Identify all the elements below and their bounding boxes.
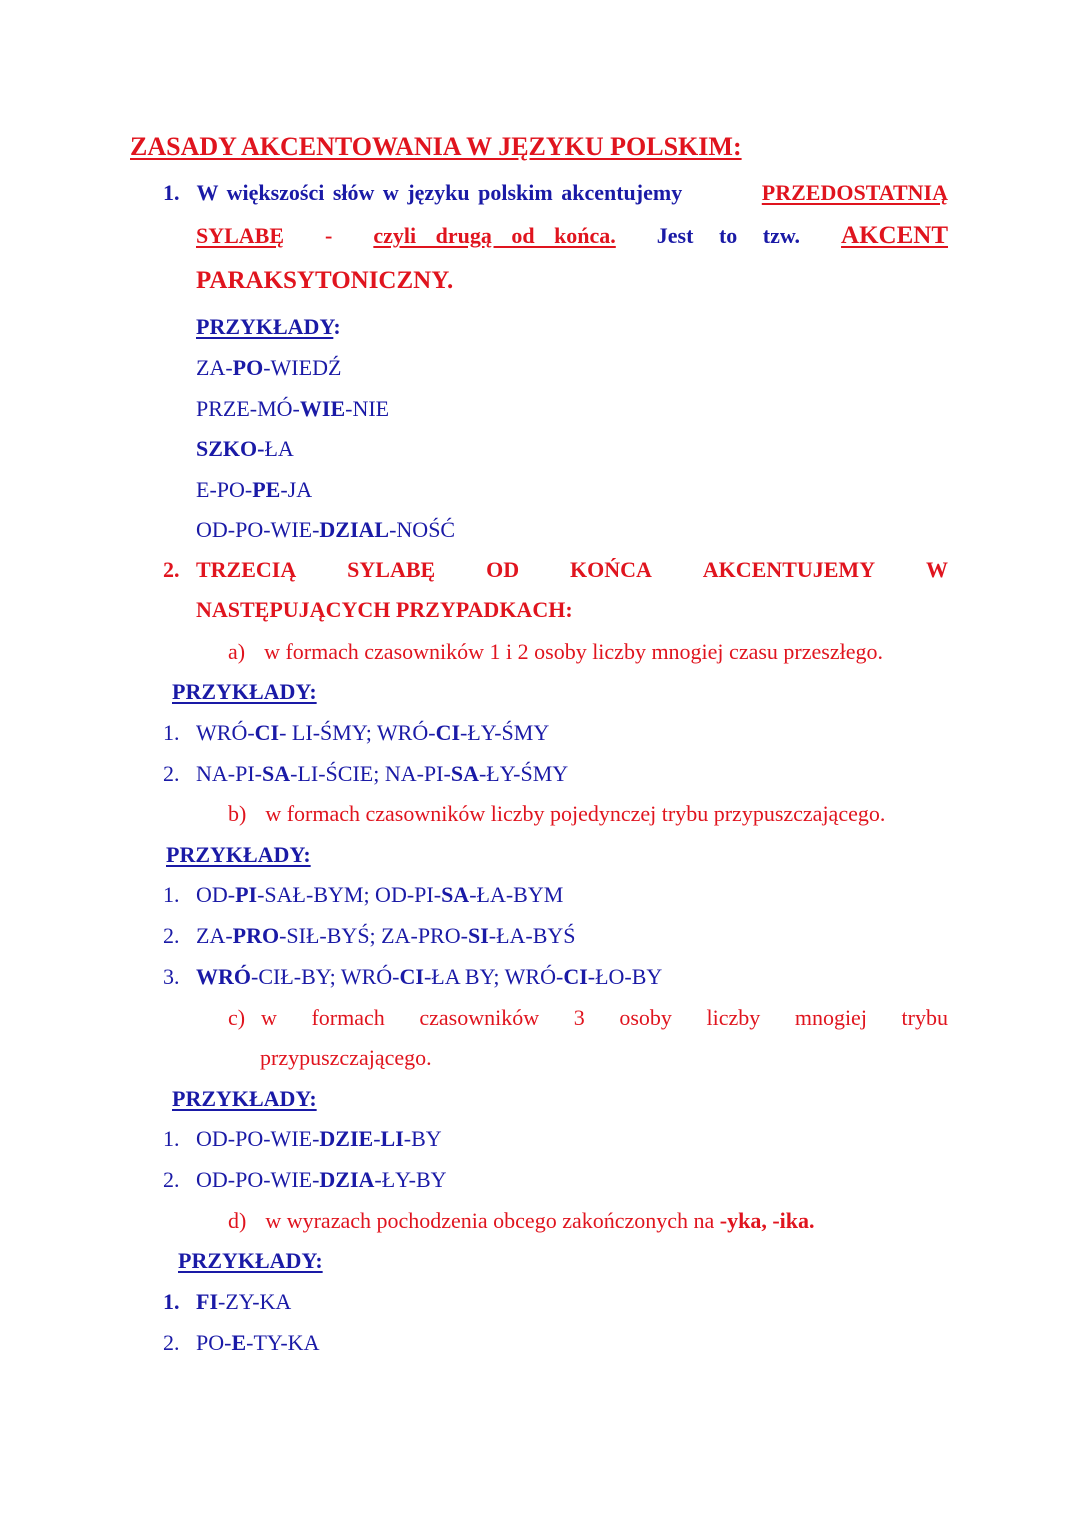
case-c-label: c) — [228, 1005, 246, 1030]
example-part: -NOŚĆ — [389, 517, 456, 542]
rule-1-line-1 — [163, 180, 948, 206]
example-row — [196, 355, 341, 381]
example-part: SZKO- — [196, 436, 265, 461]
numbered-example-row — [163, 761, 568, 787]
example-number: 1. — [163, 1126, 180, 1151]
example-number: 1. — [163, 720, 180, 745]
case-d-suffix: -yka, -ika. — [719, 1208, 815, 1233]
case-d-examples-label: PRZYKŁADY: — [178, 1248, 323, 1273]
example-number: 1. — [163, 1289, 180, 1314]
example-part: -NIE — [345, 395, 390, 421]
example-part: OD- — [196, 882, 236, 907]
rule-2-word: TRZECIĄ — [196, 557, 297, 582]
case-a-text: w formach czasowników 1 i 2 osoby liczby mnogiej czasu przeszłego. — [264, 639, 883, 664]
numbered-example-row — [163, 1126, 442, 1152]
example-part: ZA- — [196, 923, 233, 948]
case-a-examples-label: PRZYKŁADY: — [172, 679, 317, 704]
numbered-example-row — [163, 964, 662, 990]
example-part: WRÓ — [196, 964, 251, 989]
case-c-examples-label: PRZYKŁADY: — [172, 1086, 317, 1111]
example-part: SA — [441, 882, 470, 907]
example-number: 2. — [163, 761, 180, 786]
case-b-text: w formach czasowników liczby pojedynczej trybu przypuszczającego. — [265, 801, 886, 826]
example-part: OD-PO-WIE- — [196, 517, 320, 542]
rule-2-number: 2. — [163, 557, 180, 582]
rule-2-continuation: NASTĘPUJĄCYCH PRZYPADKACH: — [196, 597, 573, 622]
example-part: E-PO- — [196, 476, 253, 502]
example-part: -TY-KA — [246, 1330, 320, 1355]
example-part: WIE — [299, 395, 346, 421]
example-part: WRÓ- — [196, 720, 255, 745]
case-d-text: w wyrazach pochodzenia obcego zakończonych na — [265, 1208, 715, 1233]
example-part: DZIAL — [319, 517, 390, 542]
example-part: FI — [196, 1289, 218, 1314]
example-part: -JA — [280, 476, 313, 502]
example-part: LI — [380, 1126, 404, 1151]
rule-2-words — [196, 557, 948, 583]
case-c-word: 3 — [573, 1005, 585, 1030]
example-part: -SIŁ-BYŚ; ZA-PRO- — [279, 923, 468, 948]
numbered-example-row — [163, 882, 563, 908]
examples-label-colon: : — [333, 314, 341, 339]
rule-1-intro: W większości słów w języku polskim akcentujemy — [196, 180, 683, 205]
case-d — [228, 1208, 815, 1234]
rule-1-akcent: AKCENT — [841, 222, 948, 249]
example-part: -ŁA-BYŚ — [488, 923, 576, 948]
rule-1-number: 1. — [163, 180, 180, 205]
example-part: SI — [467, 923, 489, 948]
rule-2-word: W — [925, 557, 948, 582]
case-c-word: czasowników — [419, 1005, 540, 1030]
example-part: CI — [399, 964, 424, 989]
example-row — [196, 436, 294, 462]
example-part: OD-PO-WIE- — [196, 1167, 320, 1192]
example-part: OD-PO-WIE- — [196, 1126, 320, 1151]
example-part: -ŁY-ŚMY — [478, 761, 569, 786]
rule-1-desc: czyli drugą od końca. — [373, 223, 616, 248]
rule-1-paraksytoniczny: PARAKSYTONICZNY. — [196, 267, 454, 294]
example-part: PI — [235, 882, 258, 907]
case-a — [228, 639, 883, 665]
rule-1-key-2: SYLABĘ — [196, 223, 285, 248]
case-c-words — [261, 1005, 948, 1031]
numbered-example-row — [163, 1167, 447, 1193]
example-number: 1. — [163, 882, 180, 907]
rule-2-line-1 — [163, 557, 948, 583]
example-part: DZIA — [319, 1167, 375, 1192]
example-number: 2. — [163, 923, 180, 948]
example-part: -ŁA-BYM — [469, 882, 564, 907]
numbered-example-row — [163, 1289, 291, 1315]
example-number: 2. — [163, 1167, 180, 1192]
example-part: CI — [435, 720, 461, 745]
example-part: -SAŁ-BYM; OD-PI- — [257, 882, 442, 907]
rule-1-key-1: PRZEDOSTATNIĄ — [761, 180, 948, 205]
example-part: PE — [252, 476, 281, 502]
case-c-word: liczby — [706, 1005, 761, 1030]
rule-1-examples-label — [196, 314, 341, 340]
example-part: PRO — [232, 923, 280, 948]
page-title: ZASADY AKCENTOWANIA W JĘZYKU POLSKIM: — [130, 132, 742, 161]
example-part: SA — [262, 761, 291, 786]
example-number: 2. — [163, 1330, 180, 1355]
rule-2-word: KOŃCA — [569, 557, 652, 582]
example-part: -ZY-KA — [218, 1289, 292, 1314]
case-d-label: d) — [228, 1208, 247, 1233]
case-c-word: trybu — [901, 1005, 948, 1030]
example-part: PO — [232, 355, 264, 380]
example-part: CI — [254, 720, 280, 745]
rule-1-jest: Jest to tzw. — [656, 223, 801, 248]
example-part: ZA- — [196, 355, 233, 380]
example-part: E — [231, 1330, 247, 1355]
example-part: -CIŁ-BY; WRÓ- — [251, 964, 400, 989]
case-b-label: b) — [228, 801, 247, 826]
example-row — [196, 517, 455, 543]
case-c-word: w — [261, 1005, 277, 1030]
rule-2-word: OD — [486, 557, 520, 582]
numbered-example-row — [163, 923, 576, 949]
case-b-examples-label: PRZYKŁADY: — [166, 842, 311, 867]
rule-1-dash: - — [325, 223, 333, 248]
examples-label-text: PRZYKŁADY — [196, 314, 334, 339]
numbered-example-row — [163, 1330, 319, 1356]
example-part: NA-PI- — [196, 761, 262, 786]
example-part: PRZE-MÓ- — [196, 395, 300, 421]
rule-2-word: AKCENTUJEMY — [702, 557, 876, 582]
example-part: - LI-ŚMY; WRÓ- — [279, 720, 436, 745]
example-part: PO- — [196, 1330, 232, 1355]
example-row — [196, 477, 312, 503]
case-a-label: a) — [228, 639, 246, 664]
case-b — [228, 801, 885, 827]
example-part: -BY — [403, 1126, 442, 1151]
example-part: SA — [450, 761, 479, 786]
case-c-word: mnogiej — [794, 1005, 867, 1030]
example-part: -LI-ŚCIE; NA-PI- — [290, 761, 451, 786]
example-part: -ŁY-ŚMY — [460, 720, 550, 745]
example-part: -ŁY-BY — [374, 1167, 447, 1192]
example-part: CI — [563, 964, 588, 989]
rule-1-line-2 — [196, 223, 948, 249]
example-part: -ŁA BY; WRÓ- — [423, 964, 564, 989]
example-part: -WIEDŹ — [263, 355, 342, 380]
case-c-word: formach — [311, 1005, 385, 1030]
case-c-word: osoby — [619, 1005, 672, 1030]
example-part: ŁA — [264, 436, 294, 461]
case-c-continuation: przypuszczającego. — [260, 1045, 432, 1070]
example-part: DZIE — [319, 1126, 374, 1151]
example-number: 3. — [163, 964, 180, 989]
example-part: - — [373, 1126, 381, 1151]
example-part: -ŁO-BY — [587, 964, 663, 989]
example-row — [196, 396, 389, 422]
rule-2-word: SYLABĘ — [347, 557, 436, 582]
numbered-example-row — [163, 720, 549, 746]
